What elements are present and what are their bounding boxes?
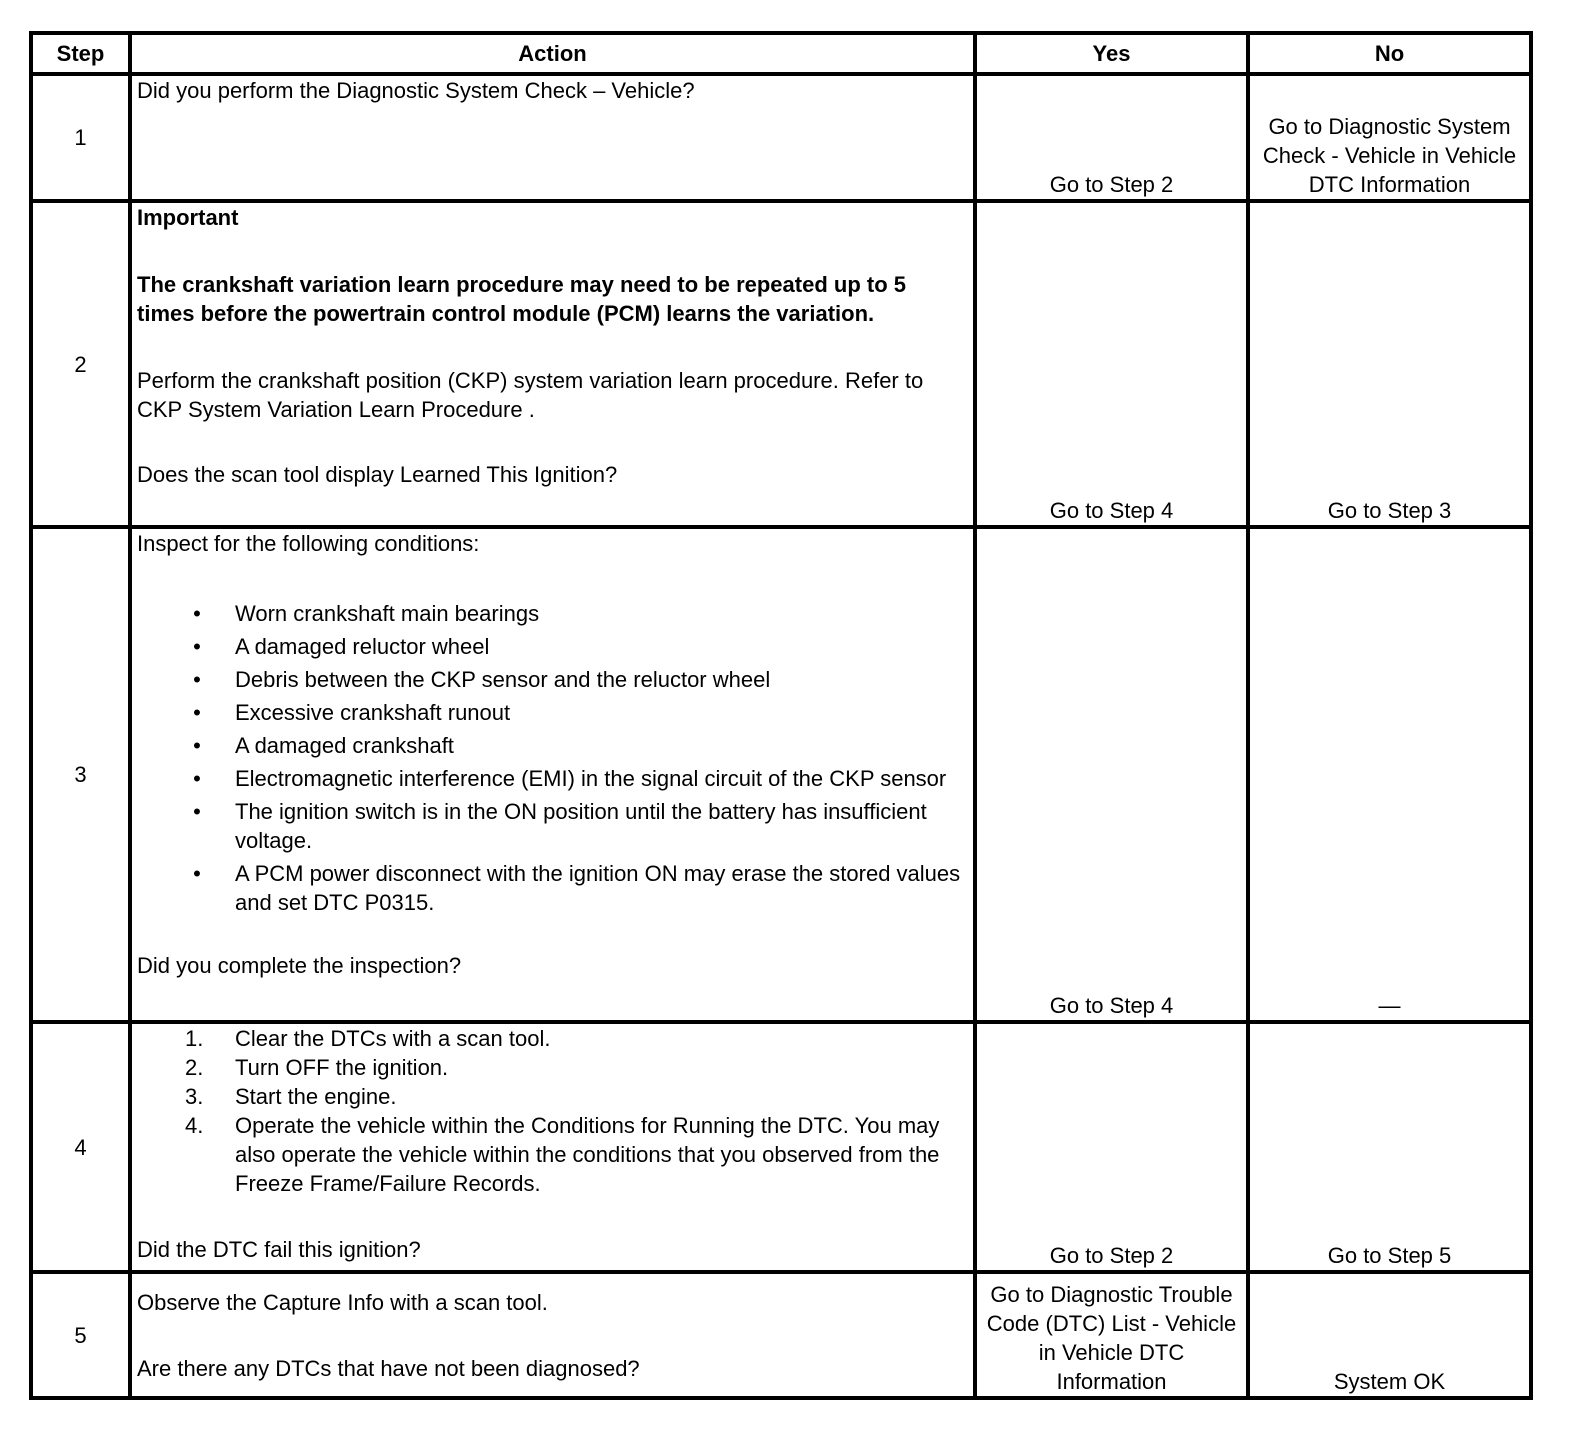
no-result: Go to Step 5	[1248, 1022, 1531, 1272]
bullet-icon: •	[193, 766, 201, 791]
step-row-1	[31, 74, 1531, 201]
step-number: 3	[31, 527, 130, 1022]
action-question: Did you perform the Diagnostic System Check – Vehicle?	[137, 78, 695, 103]
no-result: Go to Step 3	[1248, 201, 1531, 527]
step-row-2	[31, 201, 1531, 527]
step-number: 2	[31, 201, 130, 527]
list-item: • Electromagnetic interference (EMI) in the signal circuit of the CKP sensor	[137, 764, 968, 793]
yes-result: Go to Step 4	[975, 201, 1248, 527]
yes-result: Go to Diagnostic Trouble Code (DTC) List - Vehicle in Vehicle DTC Information	[975, 1272, 1248, 1398]
action-cell	[130, 1022, 975, 1272]
diagnostic-table	[29, 31, 1533, 1400]
action-question: Are there any DTCs that have not been diagnosed?	[137, 1356, 640, 1381]
list-item: 4. Operate the vehicle within the Conditions for Running the DTC. You may also operate the vehicle within the conditions that you observed from the Freeze Frame/Failure Records.	[185, 1113, 940, 1196]
action-instruction: Perform the crankshaft position (CKP) system variation learn procedure. Refer to CKP System Variation Learn Procedure .	[137, 368, 924, 422]
no-result: —	[1248, 527, 1531, 1022]
header-yes: Yes	[975, 33, 1248, 74]
action-intro: Inspect for the following conditions:	[137, 531, 480, 556]
action-cell	[130, 527, 975, 1022]
list-item: • A damaged reluctor wheel	[137, 632, 968, 661]
header-row	[31, 33, 1531, 74]
list-number: 4.	[185, 1113, 204, 1138]
bullet-icon: •	[193, 700, 201, 725]
list-item: 3. Start the engine.	[185, 1084, 397, 1109]
step-row-3	[31, 527, 1531, 1022]
action-question: Did the DTC fail this ignition?	[137, 1237, 421, 1262]
action-question: Did you complete the inspection?	[137, 953, 462, 978]
yes-result: Go to Step 2	[975, 74, 1248, 201]
list-item: • A damaged crankshaft	[137, 731, 968, 760]
no-result: Go to Diagnostic System Check - Vehicle in Vehicle DTC Information	[1248, 74, 1531, 201]
important-note: The crankshaft variation learn procedure may need to be repeated up to 5 times before the powertrain control module (PCM) learns the variation.	[137, 272, 906, 326]
action-question: Does the scan tool display Learned This Ignition?	[137, 462, 618, 487]
list-number: 1.	[185, 1026, 204, 1051]
list-item: • The ignition switch is in the ON position until the battery has insufficient voltage.	[137, 797, 968, 855]
step-row-4	[31, 1022, 1531, 1272]
action-instruction: Observe the Capture Info with a scan tool.	[137, 1290, 548, 1315]
step-number: 5	[31, 1272, 130, 1398]
list-number: 2.	[185, 1055, 204, 1080]
list-item: • Worn crankshaft main bearings	[137, 599, 968, 628]
no-result: System OK	[1248, 1272, 1531, 1398]
list-number: 3.	[185, 1084, 204, 1109]
procedure-list	[137, 1024, 968, 1198]
bullet-icon: •	[193, 861, 201, 886]
important-label: Important	[137, 205, 239, 230]
bullet-icon: •	[193, 667, 201, 692]
list-item: • Debris between the CKP sensor and the reluctor wheel	[137, 665, 968, 694]
list-item: • A PCM power disconnect with the ignition ON may erase the stored values and set DTC P0315.	[137, 859, 968, 917]
list-item: 2. Turn OFF the ignition.	[185, 1055, 449, 1080]
action-cell	[130, 74, 975, 201]
bullet-icon: •	[193, 601, 201, 626]
header-action: Action	[130, 33, 975, 74]
action-cell	[130, 1272, 975, 1398]
yes-result: Go to Step 4	[975, 527, 1248, 1022]
yes-result: Go to Step 2	[975, 1022, 1248, 1272]
header-no: No	[1248, 33, 1531, 74]
bullet-icon: •	[193, 799, 201, 824]
step-number: 4	[31, 1022, 130, 1272]
bullet-icon: •	[193, 634, 201, 659]
list-item: 1. Clear the DTCs with a scan tool.	[185, 1026, 551, 1051]
list-item: • Excessive crankshaft runout	[137, 698, 968, 727]
step-number: 1	[31, 74, 130, 201]
bullet-icon: •	[193, 733, 201, 758]
step-row-5	[31, 1272, 1531, 1398]
action-cell	[130, 201, 975, 527]
conditions-list	[137, 599, 968, 917]
header-step: Step	[31, 33, 130, 74]
